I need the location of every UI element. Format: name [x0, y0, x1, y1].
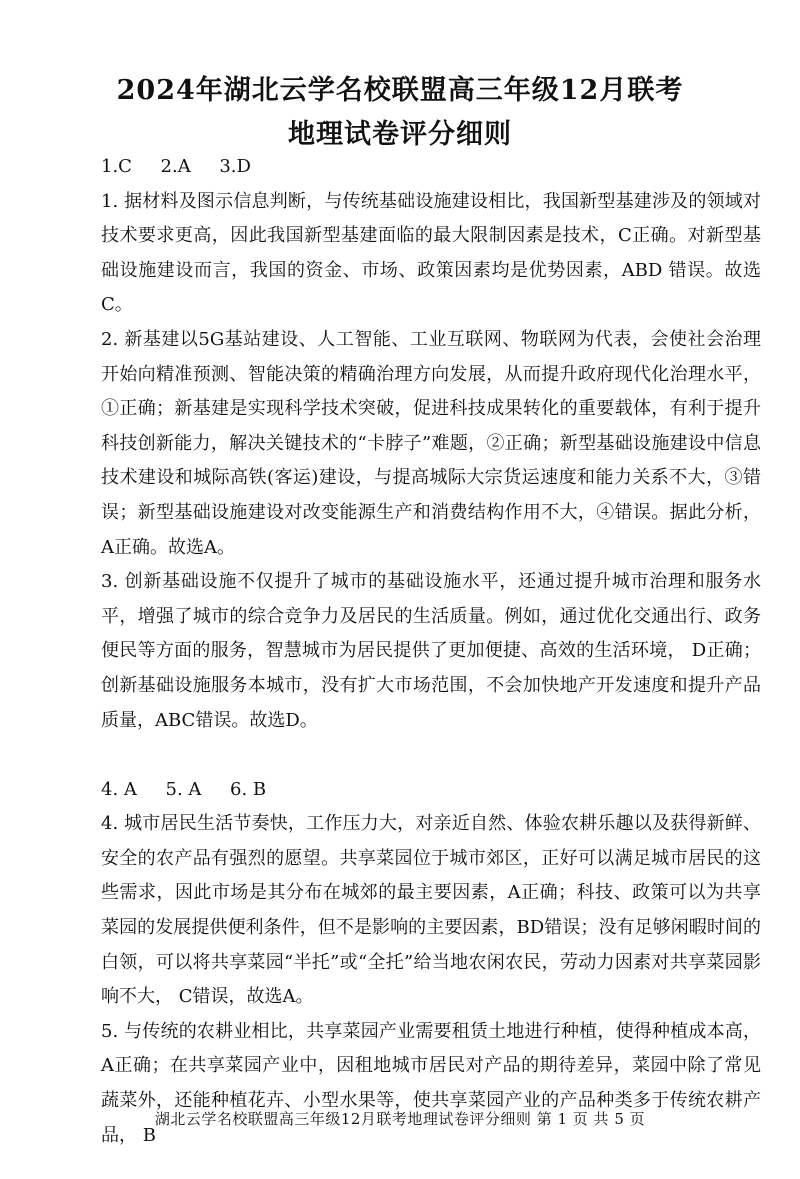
page-footer: 湖北云学名校联盟高三年级12月联考地理试卷评分细则 第 1 页 共 5 页 — [154, 1110, 646, 1128]
document-title: 2024年湖北云学名校联盟高三年级12月联考 — [116, 75, 684, 106]
document-body — [101, 150, 761, 1153]
explanation-q3: 3. 创新基础设施不仅提升了城市的基础设施水平，还通过提升城市治理和服务水平，增强了城市的综合竞争力及居民的生活质量。例如，通过优化交通出行、政务便民等方面的服务，智慧城市为居民提供了更加便捷、高效的生活环境， D正确；创新基础设施服务本城市，没有扩大市场范围，不会加快地产开发速度和提升产品质量，ABC错误。故选D。 — [101, 571, 761, 731]
document-subtitle: 地理试卷评分细则 — [288, 119, 512, 150]
explanation-q2: 2. 新基建以5G基站建设、人工智能、工业互联网、物联网为代表，会使社会治理开始向精准预测、智能决策的精确治理方向发展，从而提升政府现代化治理水平，①正确；新基建是实现科学技术突破，促进科技成果转化的重要载体，有利于提升科技创新能力，解决关键技术的“卡脖子”难题，②正确；新型基础设施建设中信息技术建设和城际高铁(客运)建设，与提高城际大宗货运速度和能力关系不大，③错误；新型基础设施建设对改变能源生产和消费结构作用不大，④错误。据此分析，A正确。故选A。 — [101, 328, 761, 558]
explanation-q5: 5. 与传统的农耕业相比，共享菜园产业需要租赁土地进行种植，使得种植成本高，A正确；在共享菜园产业中，因租地城市居民对产品的期待差异，菜园中除了常见蔬菜外，还能种植花卉、小型水果等，使共享菜园产业的产品种类多于传统农耕产品， B — [101, 1020, 761, 1146]
explanation-q4: 4. 城市居民生活节奏快，工作压力大，对亲近自然、体验农耕乐趣以及获得新鲜、安全的农产品有强烈的愿望。共享菜园位于城市郊区，正好可以满足城市居民的这些需求，因此市场是其分布在城郊的最主要因素，A正确；科技、政策可以为共享菜园的发展提供便利条件，但不是影响的主要因素，BD错误；没有足够闲暇时间的白领，可以将共享菜园“半托”或“全托”给当地农闲农民，劳动力因素对共享菜园影响不大， C错误，故选A。 — [101, 813, 761, 1008]
explanation-q1: 1. 据材料及图示信息判断，与传统基础设施建设相比，我国新型基建涉及的领域对技术要求更高，因此我国新型基建面临的最大限制因素是技术，C正确。对新型基础设施建设而言，我国的资金、市场、政策因素均是优势因素，ABD 错误。故选C。 — [101, 190, 761, 316]
section-gap — [101, 738, 761, 773]
answer-key-4-6: 4. A 5. A 6. B — [101, 778, 267, 800]
answer-key-1-3: 1.C 2.A 3.D — [101, 156, 251, 177]
